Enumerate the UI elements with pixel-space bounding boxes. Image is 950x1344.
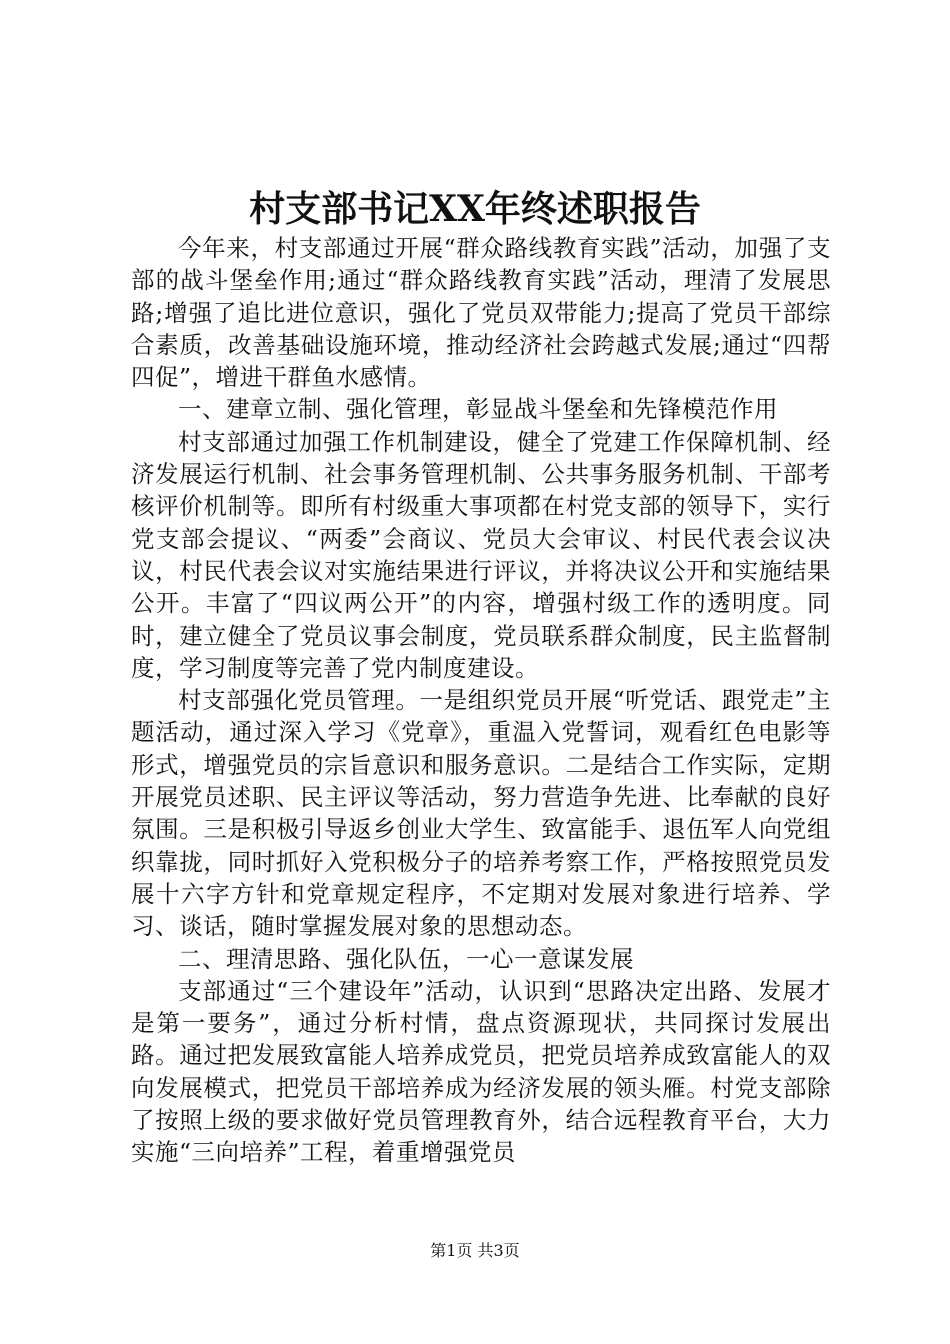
intro-paragraph: 今年来，村支部通过开展“群众路线教育实践”活动，加强了支部的战斗堡垒作用;通过“群众路线教育实践”活动，理清了发展思路;增强了追比进位意识，强化了党员双带能力;提高了党员干部综合素质，改善基础设施环境，推动经济社会跨越式发展;通过“四帮四促”，增进干群鱼水感情。 xyxy=(131,234,831,392)
section-1-paragraph-1: 村支部通过加强工作机制建设，健全了党建工作保障机制、经济发展运行机制、社会事务管理机制、公共事务服务机制、干部考核评价机制等。即所有村级重大事项都在村党支部的领导下，实行党支部会提议、“两委”会商议、党员大会审议、村民代表会议决议，村民代表会议对实施结果进行评议，并将决议公开和实施结果公开。丰富了“四议两公开”的内容，增强村级工作的透明度。同时，建立健全了党员议事会制度，党员联系群众制度，民主监督制度，学习制度等完善了党内制度建设。 xyxy=(131,427,831,682)
section-1-paragraph-2: 村支部强化党员管理。一是组织党员开展“听党话、跟党走”主题活动，通过深入学习《党章》，重温入党誓词，观看红色电影等形式，增强党员的宗旨意识和服务意识。二是结合工作实际，定期开展党员述职、民主评议等活动，努力营造争先进、比奉献的良好氛围。三是积极引导返乡创业大学生、致富能手、退伍军人向党组织靠拢，同时抓好入党积极分子的培养考察工作，严格按照党员发展十六字方针和党章规定程序，不定期对发展对象进行培养、学习、谈话，随时掌握发展对象的思想动态。 xyxy=(131,686,831,941)
page-number-footer: 第1页 共3页 xyxy=(430,1241,520,1260)
section-heading-2: 二、理清思路、强化队伍，一心一意谋发展 xyxy=(178,944,634,973)
section-heading-1: 一、建章立制、强化管理，彰显战斗堡垒和先锋模范作用 xyxy=(178,395,778,424)
section-2-paragraph-1: 支部通过“三个建设年”活动，认识到“思路决定出路、发展才是第一要务”，通过分析村情，盘点资源现状，共同探讨发展出路。通过把发展致富能人培养成党员，把党员培养成致富能人的双向发展模式，把党员干部培养成为经济发展的领头雁。村党支部除了按照上级的要求做好党员管理教育外，结合远程教育平台，大力实施“三向培养”工程，着重增强党员 xyxy=(131,976,831,1167)
document-body xyxy=(131,232,831,1169)
document-title: 村支部书记XX年终述职报告 xyxy=(249,188,701,230)
